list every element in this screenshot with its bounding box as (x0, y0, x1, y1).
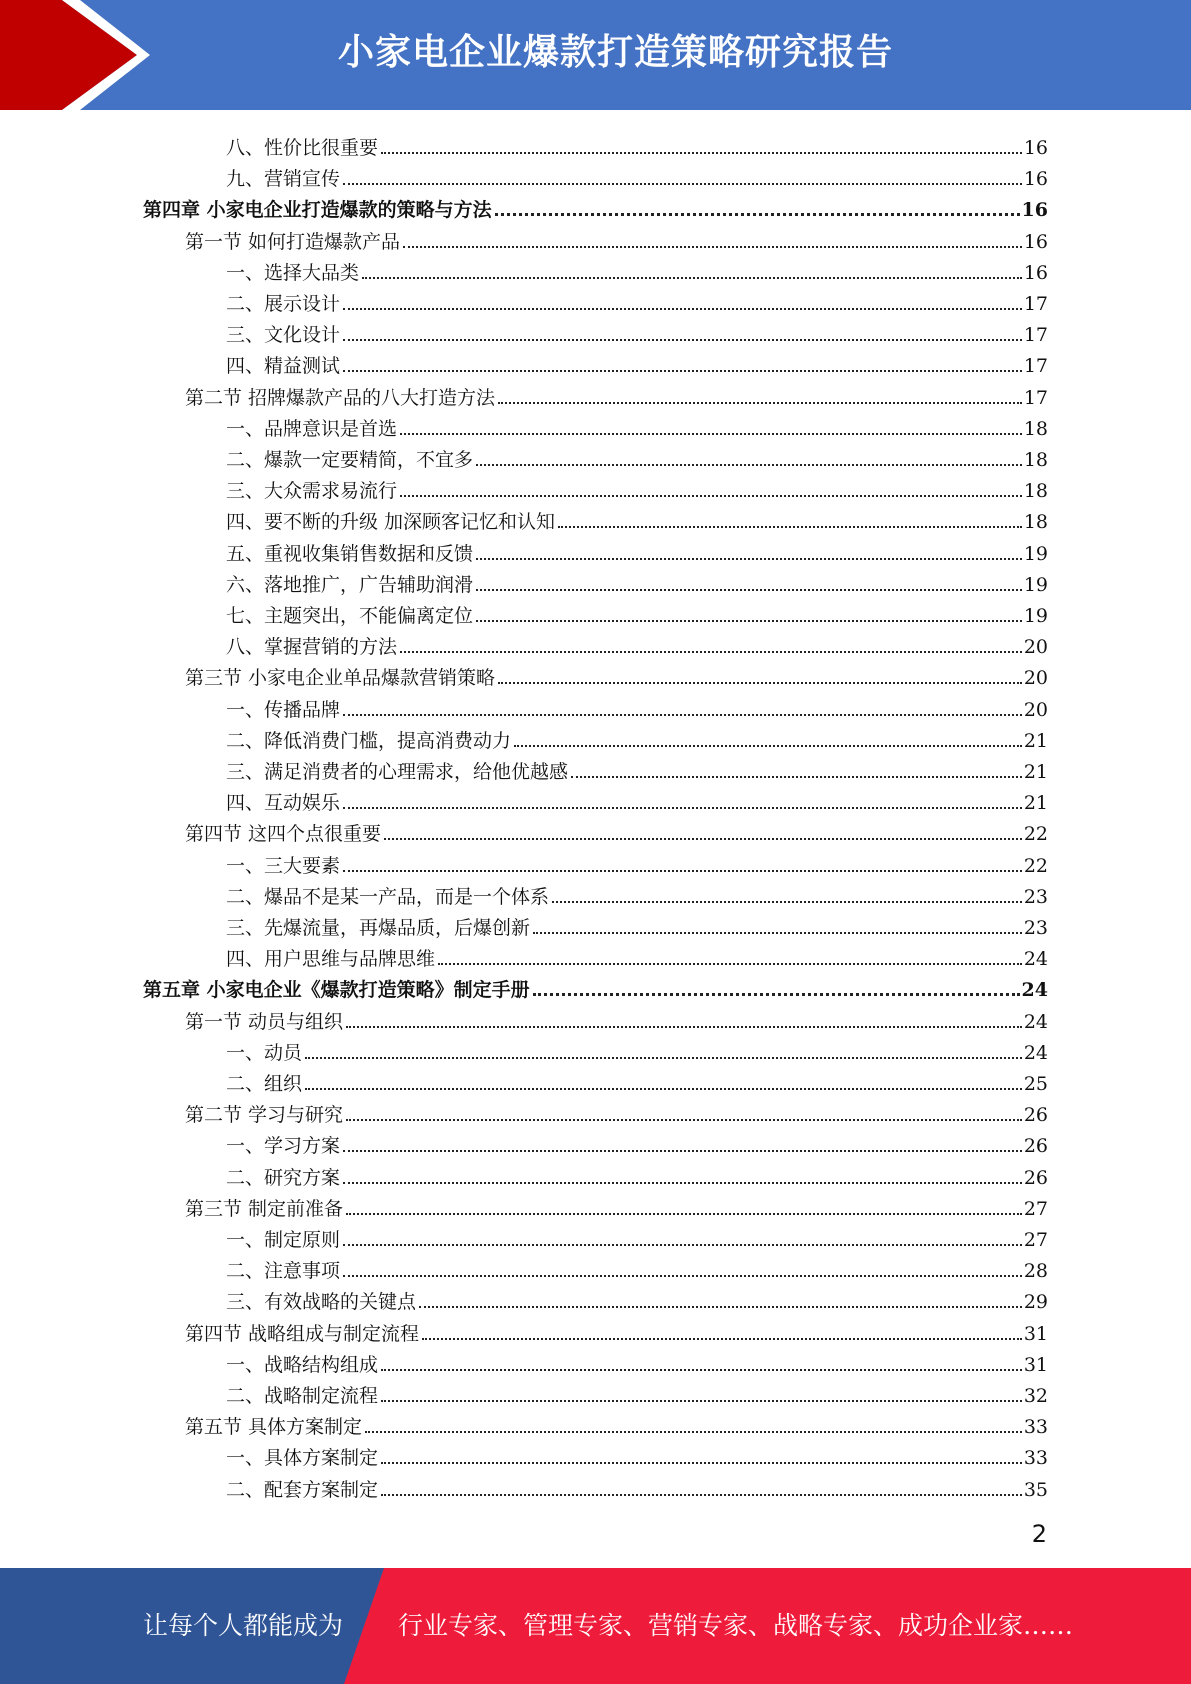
toc-entry-page: 24 (1023, 1041, 1048, 1064)
toc-entry-page: 16 (1023, 261, 1048, 284)
toc-dot-leader (381, 1462, 1022, 1464)
toc-entry-page: 17 (1023, 386, 1048, 409)
toc-entry-page: 17 (1023, 355, 1048, 378)
toc-entry-page: 21 (1023, 792, 1048, 815)
toc-entry-page: 24 (1023, 1010, 1048, 1033)
toc-entry-page: 28 (1023, 1260, 1048, 1283)
toc-entry-page: 25 (1023, 1073, 1048, 1095)
toc-entry[interactable] (226, 721, 1048, 752)
toc-dot-leader (343, 1244, 1022, 1246)
toc-dot-leader (343, 339, 1022, 341)
toc-entry[interactable] (226, 783, 1048, 814)
toc-dot-leader (476, 589, 1022, 591)
toc-dot-leader (400, 433, 1022, 435)
toc-entry-label: 三、先爆流量，再爆品质，后爆创新 (226, 917, 531, 939)
toc-entry[interactable] (185, 378, 1048, 409)
toc-entry[interactable] (226, 534, 1048, 565)
toc-entry[interactable] (226, 1470, 1048, 1501)
toc-dot-leader (365, 1431, 1022, 1433)
toc-entry-label: 第三节 小家电企业单品爆款营销策略 (185, 667, 496, 690)
toc-dot-leader (400, 651, 1022, 653)
toc-entry[interactable] (226, 565, 1048, 596)
toc-entry[interactable] (226, 315, 1048, 346)
toc-dot-leader (343, 1150, 1022, 1152)
toc-dot-leader (381, 1494, 1022, 1496)
toc-dot-leader (498, 402, 1022, 404)
toc-entry-page: 20 (1023, 698, 1048, 721)
toc-entry[interactable] (226, 1282, 1048, 1313)
toc-entry-page: 16 (1023, 137, 1048, 159)
toc-entry-page: 26 (1023, 1166, 1048, 1189)
toc-dot-leader (305, 1057, 1022, 1059)
page-footer (0, 1568, 1191, 1684)
toc-entry[interactable] (226, 1438, 1048, 1469)
toc-entry-page: 35 (1023, 1478, 1048, 1501)
toc-entry-page: 32 (1023, 1385, 1048, 1407)
toc-dot-leader (400, 495, 1022, 497)
toc-entry[interactable] (226, 908, 1048, 939)
toc-dot-leader (343, 870, 1022, 872)
toc-entry-page: 22 (1023, 823, 1048, 846)
toc-entry[interactable] (185, 1095, 1048, 1126)
toc-entry-label: 二、爆款一定要精简，不宜多 (226, 449, 474, 471)
toc-entry-page: 31 (1023, 1353, 1048, 1376)
toc-dot-leader (343, 1182, 1022, 1184)
toc-entry[interactable] (185, 658, 1048, 689)
toc-entry-page: 21 (1023, 729, 1048, 752)
toc-entry-label: 六、落地推广，广告辅助润滑 (226, 573, 474, 596)
toc-entry-label: 一、动员 (226, 1041, 303, 1064)
toc-entry-page: 20 (1023, 667, 1048, 690)
toc-entry-label: 第三节 制定前准备 (185, 1197, 344, 1220)
toc-dot-leader (419, 1306, 1022, 1308)
toc-entry-page: 16 (1023, 168, 1048, 191)
toc-entry[interactable] (226, 1126, 1048, 1157)
toc-dot-leader (346, 1026, 1022, 1028)
toc-entry[interactable] (185, 1407, 1048, 1438)
toc-dot-leader (476, 558, 1022, 560)
toc-dot-leader (533, 993, 1020, 996)
toc-entry-label: 一、品牌意识是首选 (226, 417, 398, 440)
toc-entry-page: 17 (1023, 324, 1048, 347)
toc-entry-label: 第五节 具体方案制定 (185, 1416, 363, 1439)
toc-entry[interactable] (226, 284, 1048, 315)
toc-entry-page: 26 (1023, 1135, 1048, 1158)
toc-entry-label: 二、注意事项 (226, 1260, 341, 1283)
toc-dot-leader (381, 152, 1022, 154)
toc-entry-label: 三、满足消费者的心理需求，给他优越感 (226, 761, 569, 783)
toc-dot-leader (362, 277, 1022, 279)
toc-dot-leader (343, 370, 1022, 372)
toc-entry[interactable] (185, 222, 1048, 253)
toc-entry-page: 23 (1023, 885, 1048, 908)
toc-entry[interactable] (226, 1158, 1048, 1189)
toc-dot-leader (343, 308, 1022, 310)
toc-entry-label: 第五章 小家电企业《爆款打造策略》制定手册 (143, 979, 530, 1002)
toc-entry-page: 24 (1023, 948, 1048, 971)
toc-dot-leader (476, 464, 1022, 466)
toc-entry-page: 29 (1023, 1291, 1048, 1314)
toc-entry-label: 四、要不断的升级 加深顾客记忆和认知 (226, 511, 556, 534)
toc-entry-label: 第二节 招牌爆款产品的八大打造方法 (185, 386, 496, 409)
report-title: 小家电企业爆款打造策略研究报告 (337, 32, 893, 73)
toc-dot-leader (346, 1119, 1022, 1121)
toc-dot-leader (343, 807, 1022, 809)
toc-entry-page: 19 (1023, 605, 1048, 627)
toc-entry[interactable] (226, 253, 1048, 284)
toc-dot-leader (403, 246, 1022, 248)
toc-entry[interactable] (226, 1376, 1048, 1407)
toc-entry[interactable] (226, 128, 1048, 159)
toc-dot-leader (343, 1275, 1022, 1277)
toc-dot-leader (514, 745, 1022, 747)
toc-entry[interactable] (226, 627, 1048, 658)
toc-entry-label: 二、降低消费门槛，提高消费动力 (226, 729, 512, 752)
toc-entry-page: 23 (1023, 917, 1048, 939)
toc-entry-label: 二、战略制定流程 (226, 1385, 379, 1407)
toc-entry-label: 第一节 动员与组织 (185, 1010, 344, 1033)
toc-entry-label: 一、具体方案制定 (226, 1447, 379, 1470)
toc-entry-page: 26 (1023, 1104, 1048, 1127)
toc-dot-leader (305, 1088, 1022, 1090)
toc-entry-label: 一、传播品牌 (226, 698, 341, 721)
toc-entry[interactable] (226, 471, 1048, 502)
toc-entry[interactable] (143, 970, 1048, 1001)
toc-entry-label: 二、配套方案制定 (226, 1478, 379, 1501)
toc-entry[interactable] (226, 846, 1048, 877)
toc-entry-page: 19 (1023, 542, 1048, 565)
toc-entry-page: 33 (1023, 1447, 1048, 1470)
toc-entry-label: 四、互动娱乐 (226, 792, 341, 815)
toc-dot-leader (498, 682, 1022, 684)
page-header (0, 0, 1191, 110)
toc-entry[interactable] (226, 159, 1048, 190)
toc-entry-page: 20 (1023, 636, 1048, 659)
toc-entry-page: 24 (1021, 979, 1048, 1002)
toc-entry-page: 33 (1023, 1416, 1048, 1439)
toc-entry[interactable] (185, 1002, 1048, 1033)
footer-slogan-right: 行业专家、管理专家、营销专家、战略专家、成功企业家…… (398, 1611, 1074, 1640)
toc-entry-page: 22 (1023, 854, 1048, 877)
toc-entry[interactable] (185, 1189, 1048, 1220)
toc-entry[interactable] (226, 502, 1048, 533)
toc-entry-page: 27 (1023, 1229, 1048, 1251)
toc-dot-leader (343, 714, 1022, 716)
toc-entry[interactable] (226, 690, 1048, 721)
toc-dot-leader (343, 183, 1022, 185)
page-number: 2 (1031, 1520, 1047, 1548)
toc-entry-label: 七、主题突出，不能偏离定位 (226, 605, 474, 627)
toc-entry-label: 二、展示设计 (226, 293, 341, 315)
toc-entry-label: 第二节 学习与研究 (185, 1104, 344, 1127)
toc-entry-label: 三、有效战略的关键点 (226, 1291, 417, 1314)
toc-dot-leader (381, 1369, 1022, 1371)
toc-entry-label: 第四节 这四个点很重要 (185, 823, 382, 846)
toc-entry-label: 第一节 如何打造爆款产品 (185, 230, 401, 253)
toc-dot-leader (571, 776, 1022, 778)
toc-entry-label: 四、精益测试 (226, 355, 341, 378)
toc-entry[interactable] (226, 440, 1048, 471)
toc-entry[interactable] (226, 939, 1048, 970)
toc-dot-leader (438, 963, 1022, 965)
toc-dot-leader (422, 1338, 1022, 1340)
toc-entry-label: 一、学习方案 (226, 1135, 341, 1158)
toc-entry[interactable] (226, 596, 1048, 627)
toc-entry-label: 五、重视收集销售数据和反馈 (226, 542, 474, 565)
toc-entry-label: 八、掌握营销的方法 (226, 636, 398, 659)
toc-entry-page: 27 (1023, 1197, 1048, 1220)
toc-entry-label: 三、文化设计 (226, 324, 341, 347)
toc-entry[interactable] (226, 346, 1048, 377)
toc-entry-page: 19 (1023, 573, 1048, 596)
toc-entry-label: 四、用户思维与品牌思维 (226, 948, 436, 971)
toc-entry-page: 18 (1023, 449, 1048, 471)
toc-entry[interactable] (143, 190, 1048, 221)
toc-entry-label: 第四章 小家电企业打造爆款的策略与方法 (143, 199, 492, 222)
toc-entry[interactable] (226, 1033, 1048, 1064)
toc-entry-label: 一、选择大品类 (226, 261, 360, 284)
toc-dot-leader (346, 1213, 1022, 1215)
toc-entry-label: 一、战略结构组成 (226, 1353, 379, 1376)
toc-entry-page: 31 (1023, 1322, 1048, 1345)
toc-entry[interactable] (226, 1064, 1048, 1095)
toc-entry-label: 二、爆品不是某一产品，而是一个体系 (226, 885, 550, 908)
toc-entry-page: 17 (1023, 293, 1048, 315)
toc-entry-page: 18 (1023, 511, 1048, 534)
toc-entry-label: 二、研究方案 (226, 1166, 341, 1189)
toc-entry-label: 八、性价比很重要 (226, 137, 379, 159)
toc-entry[interactable] (226, 1251, 1048, 1282)
toc-entry-label: 九、营销宣传 (226, 168, 341, 191)
toc-entry-label: 一、三大要素 (226, 854, 341, 877)
toc-entry-label: 三、大众需求易流行 (226, 480, 398, 503)
toc-dot-leader (476, 620, 1022, 622)
toc-dot-leader (533, 932, 1022, 934)
toc-dot-leader (384, 838, 1022, 840)
toc-entry[interactable] (226, 409, 1048, 440)
toc-entry-label: 二、组织 (226, 1073, 303, 1095)
toc-entry[interactable] (185, 1314, 1048, 1345)
toc-entry[interactable] (185, 814, 1048, 845)
footer-slogan-left: 让每个人都能成为 (143, 1611, 344, 1640)
toc-dot-leader (552, 901, 1022, 903)
toc-dot-leader (495, 213, 1020, 216)
toc-entry-page: 18 (1023, 480, 1048, 503)
toc-entry-label: 一、制定原则 (226, 1229, 341, 1251)
toc-entry-page: 21 (1023, 761, 1048, 783)
toc-entry-label: 第四节 战略组成与制定流程 (185, 1322, 420, 1345)
toc-entry-page: 18 (1023, 417, 1048, 440)
toc-entry[interactable] (226, 1220, 1048, 1251)
toc-entry[interactable] (226, 752, 1048, 783)
toc-dot-leader (558, 526, 1022, 528)
toc-dot-leader (381, 1400, 1022, 1402)
toc-entry[interactable] (226, 877, 1048, 908)
toc-entry-page: 16 (1021, 199, 1048, 222)
toc-entry-page: 16 (1023, 230, 1048, 253)
toc-entry[interactable] (226, 1345, 1048, 1376)
